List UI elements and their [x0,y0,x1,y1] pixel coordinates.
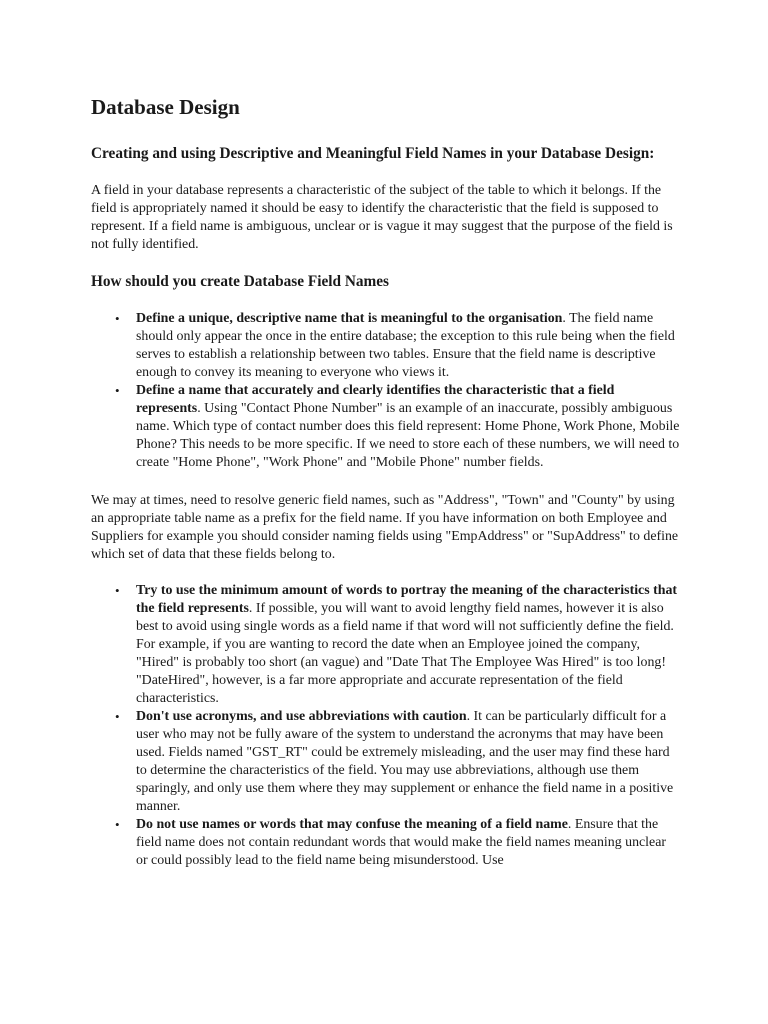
bullet-icon: • [115,708,120,724]
list-item-text: . The field name should only appear the once in the entire database; the exception to this rule being when the field serves to establish a relationship between two tables. Ensure that the field name is descriptive enough to convey its meaning to everyone who views it. [136,310,675,380]
section-heading: How should you create Database Field Names [91,272,389,290]
document-title: Database Design [91,95,240,119]
list-item-text: . If possible, you will want to avoid lengthy field names, however it is also best to avoid using single words as a field name if that word will not sufficiently define the field. For example, if you are wanting to record the date when an Employee joined the company, "Hired" is probably too short (an vague) and "Date That The Employee Was Hired" is too long! "DateHired", however, is a far more appropriate and accurate representation of the field characteristics. [136,600,674,706]
intro-paragraph: A field in your database represents a characteristic of the subject of the table to which it belongs. If the field is appropriately named it should be easy to identify the characteristic that the field is supposed to represent. If a field name is ambiguous, unclear or is vague it may suggest that the purpose of the field is not fully identified. [91,182,673,252]
bullet-icon: • [115,816,120,832]
list-item-bold: Do not use names or words that may confuse the meaning of a field name [136,816,568,832]
list-item-bold: Define a unique, descriptive name that is meaningful to the organisation [136,310,563,326]
list-item-text: . Using "Contact Phone Number" is an example of an inaccurate, possibly ambiguous name. Which type of contact number does this field represent: Home Phone, Work Phone, Mobile Phone? This needs to be more specific. If we need to store each of these numbers, we will need to create "Home Phone", "Work Phone" and "Mobile Phone" number fields. [136,400,680,470]
list-item-bold: Try to use the minimum amount of words to portray the meaning of the characteristics that the field represents [136,582,678,616]
list-item [115,708,681,816]
list-item [115,382,681,472]
list-item [115,582,681,708]
middle-paragraph: We may at times, need to resolve generic field names, such as "Address", "Town" and "County" by using an appropriate table name as a prefix for the field name. If you have information on both Employee and Suppliers for example you should consider naming fields using "EmpAddress" or "SupAddress" to define which set of data that these fields belong to. [91,492,679,562]
bullet-icon: • [115,310,120,326]
list-item [115,310,681,382]
document-page [91,92,681,870]
bullet-icon: • [115,382,120,398]
list-item [115,816,681,870]
document-subtitle: Creating and using Descriptive and Meaningful Field Names in your Database Design: [91,145,655,162]
bullet-icon: • [115,582,120,598]
bullet-list-1 [91,310,681,472]
list-item-text: . Ensure that the field name does not contain redundant words that would make the field names meaning unclear or could possibly lead to the field name being misunderstood. Use [136,816,666,868]
bullet-list-2 [91,582,681,870]
list-item-text: . It can be particularly difficult for a user who may not be fully aware of the system to understand the acronyms that may have been used. Fields named "GST_RT" could be extremely misleading, and the user may find these hard to determine the characteristics of the field. You may use abbreviations, although use them sparingly, and only use them where they may supplement or enhance the field name in a positive manner. [136,708,674,814]
list-item-bold: Don't use acronyms, and use abbreviations with caution [136,708,467,724]
list-item-bold: Define a name that accurately and clearly identifies the characteristic that a field represents [136,382,615,416]
